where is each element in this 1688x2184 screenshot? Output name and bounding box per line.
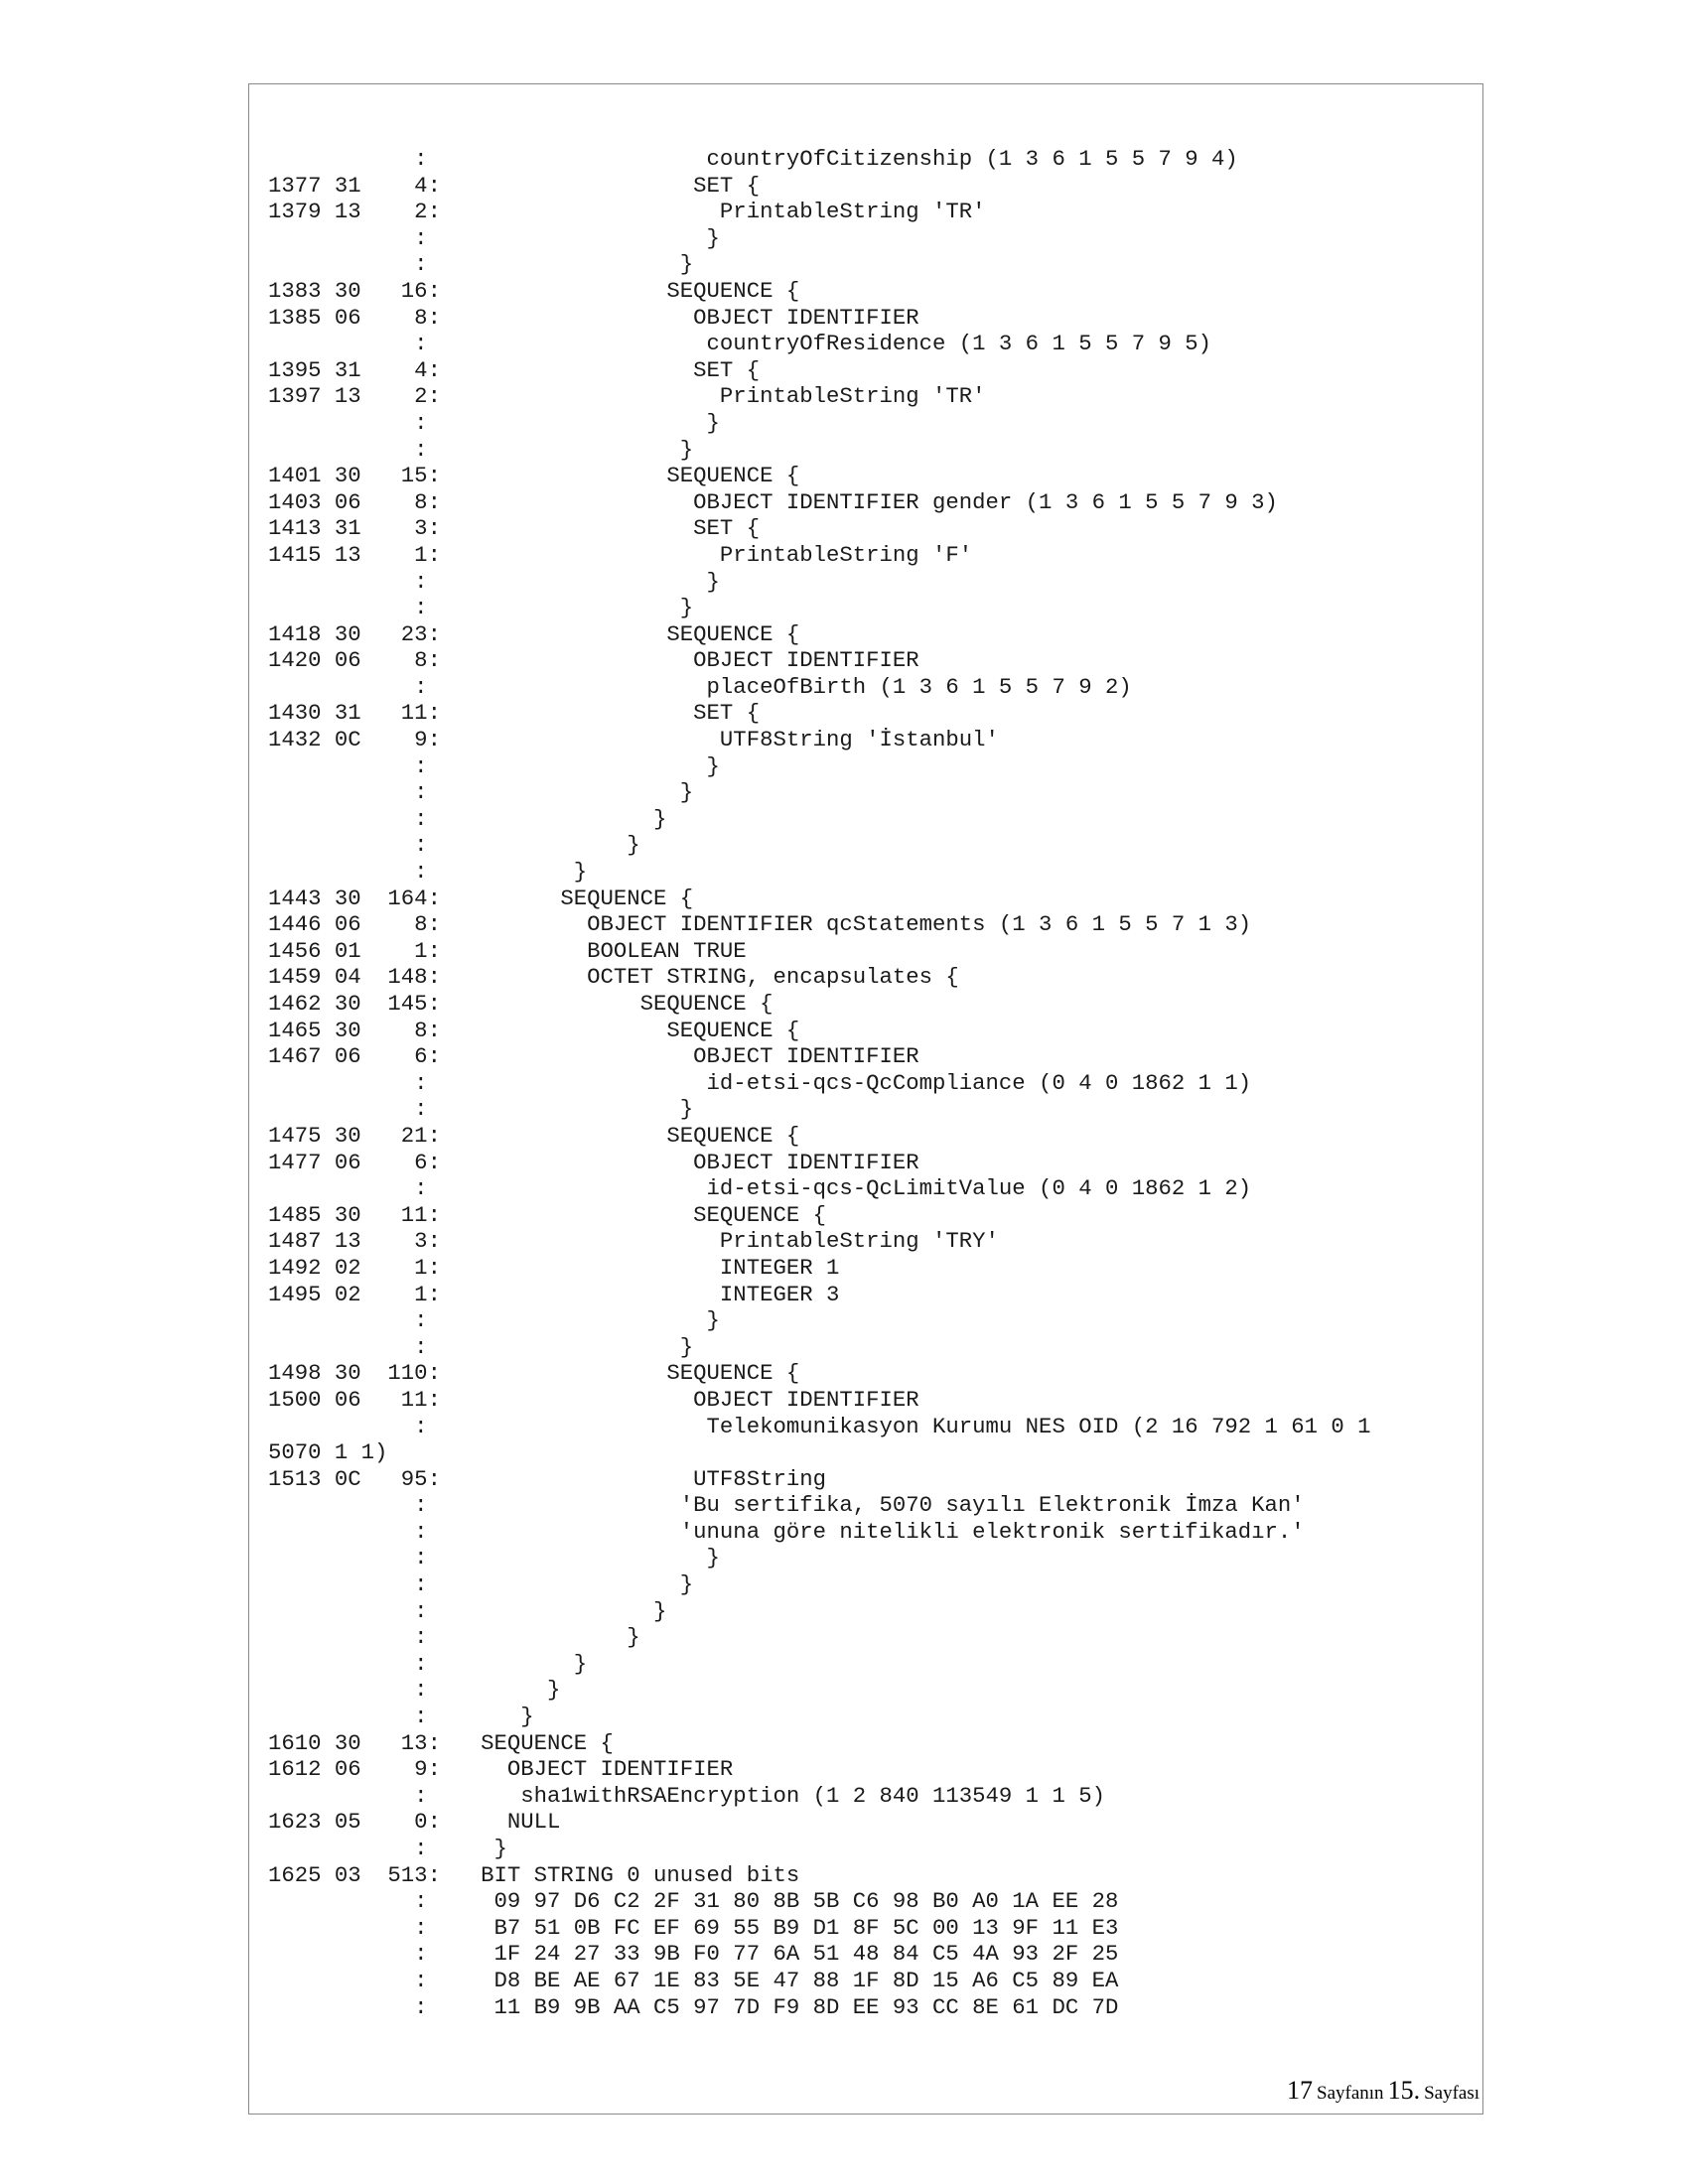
dump-line: : countryOfResidence (1 3 6 1 5 5 7 9 5) [268,331,1212,357]
dump-line: : } [268,1571,694,1598]
dump-line: 1459 04 148: OCTET STRING, encapsulates { [268,964,959,991]
dump-line: : } [268,1836,507,1861]
dump-line: 1443 30 164: SEQUENCE { [268,885,694,911]
dump-line: : } [268,752,720,779]
dump-line: 1513 0C 95: UTF8String [268,1465,826,1492]
dump-line: 1485 30 11: SEQUENCE { [268,1201,826,1228]
dump-line: : placeOfBirth (1 3 6 1 5 5 7 9 2) [268,673,1132,700]
dump-line: : id-etsi-qcs-QcLimitValue (0 4 0 1862 1 2) [268,1175,1252,1202]
dump-line: 1377 31 4: SET { [268,172,761,199]
dump-line: 1383 30 16: SEQUENCE { [268,277,800,304]
dump-line: : } [268,1704,534,1730]
dump-line: : } [268,409,720,436]
dump-line: 1475 30 21: SEQUENCE { [268,1122,800,1149]
dump-line: : } [268,832,640,859]
dump-line: : countryOfCitizenship (1 3 6 1 5 5 7 9 4) [268,146,1238,172]
dump-line: : 11 B9 9B AA C5 97 7D F9 8D EE 93 CC 8E 61 DC 7D [268,1993,1119,2020]
dump-line: 1413 31 3: SET { [268,515,761,542]
dump-line: : 'Bu sertifika, 5070 sayılı Elektronik İmza Kan' [268,1492,1305,1519]
dump-line: : } [268,224,720,251]
dump-line: : } [268,568,720,595]
dump-line: 1487 13 3: PrintableString 'TRY' [268,1228,999,1255]
dump-line: 1456 01 1: BOOLEAN TRUE [268,937,747,964]
dump-line: 1403 06 8: OBJECT IDENTIFIER gender (1 3 6 1 5 5 7 9 3) [268,488,1278,515]
dump-line: 1492 02 1: INTEGER 1 [268,1254,840,1281]
dump-line: : } [268,805,667,832]
dump-line: 1395 31 4: SET { [268,356,761,383]
dump-line: 5070 1 1) [268,1439,388,1466]
dump-line: 1401 30 15: SEQUENCE { [268,463,800,489]
dump-line: : } [268,1545,720,1571]
dump-line: 1467 06 6: OBJECT IDENTIFIER [268,1043,919,1070]
dump-line: : id-etsi-qcs-QcCompliance (0 4 0 1862 1 1) [268,1069,1252,1096]
dump-line: : } [268,1650,588,1677]
dump-line: : 1F 24 27 33 9B F0 77 6A 51 48 84 C5 4A 93 2F 25 [268,1941,1119,1968]
dump-line: : Telekomunikasyon Kurumu NES OID (2 16 792 1 61 0 1 [268,1413,1371,1439]
dump-line: 1385 06 8: OBJECT IDENTIFIER [268,304,919,331]
dump-line: : } [268,436,694,463]
dump-line: 1625 03 513: BIT STRING 0 unused bits [268,1861,800,1888]
dump-line: 1379 13 2: PrintableString 'TR' [268,199,986,225]
dump-line: : D8 BE AE 67 1E 83 5E 47 88 1F 8D 15 A6 C5 89 EA [268,1967,1119,1993]
dump-line: 1498 30 110: SEQUENCE { [268,1360,800,1387]
dump-line: 1477 06 6: OBJECT IDENTIFIER [268,1149,919,1175]
of-label: Sayfanın [1317,2083,1384,2104]
dump-line: 1610 30 13: SEQUENCE { [268,1729,614,1756]
dump-line: : } [268,1096,694,1123]
dump-line: : } [268,779,694,806]
dump-line: : } [268,859,588,886]
asn1-dump [268,146,1460,2020]
dump-line: 1500 06 11: OBJECT IDENTIFIER [268,1386,919,1413]
dump-line: : } [268,1624,640,1651]
dump-line: 1418 30 23: SEQUENCE { [268,620,800,647]
dump-line: 1495 02 1: INTEGER 3 [268,1281,840,1307]
dump-line: 1432 0C 9: UTF8String 'İstanbul' [268,727,999,753]
dump-line: : } [268,1307,720,1334]
dump-line: : sha1withRSAEncryption (1 2 840 113549 1 1 5) [268,1782,1105,1809]
dump-line: 1612 06 9: OBJECT IDENTIFIER [268,1756,734,1783]
total-pages: 17 [1287,2076,1314,2105]
page-number: 15. [1387,2076,1421,2105]
dump-line: 1420 06 8: OBJECT IDENTIFIER [268,647,919,674]
dump-line: : } [268,1677,561,1704]
dump-line: 1415 13 1: PrintableString 'F' [268,541,973,568]
dump-line: 1430 31 11: SET { [268,700,761,727]
dump-line: : 'ununa göre nitelikli elektronik sertifikadır.' [268,1518,1305,1545]
dump-line: 1462 30 145: SEQUENCE { [268,991,774,1017]
dump-line: : B7 51 0B FC EF 69 55 B9 D1 8F 5C 00 13 9F 11 E3 [268,1914,1119,1941]
dump-line: 1465 30 8: SEQUENCE { [268,1017,800,1043]
dump-line: : } [268,251,694,278]
dump-line: : } [268,1333,694,1360]
dump-line: : } [268,595,694,621]
dump-line: 1623 05 0: NULL [268,1809,561,1836]
dump-line: : } [268,1597,667,1624]
page-footer [1287,2076,1479,2106]
page-label: Sayfası [1424,2083,1479,2104]
dump-line: 1446 06 8: OBJECT IDENTIFIER qcStatements (1 3 6 1 5 5 7 1 3) [268,911,1252,938]
dump-line: 1397 13 2: PrintableString 'TR' [268,383,986,410]
dump-line: : 09 97 D6 C2 2F 31 80 8B 5B C6 98 B0 A0 1A EE 28 [268,1888,1119,1915]
